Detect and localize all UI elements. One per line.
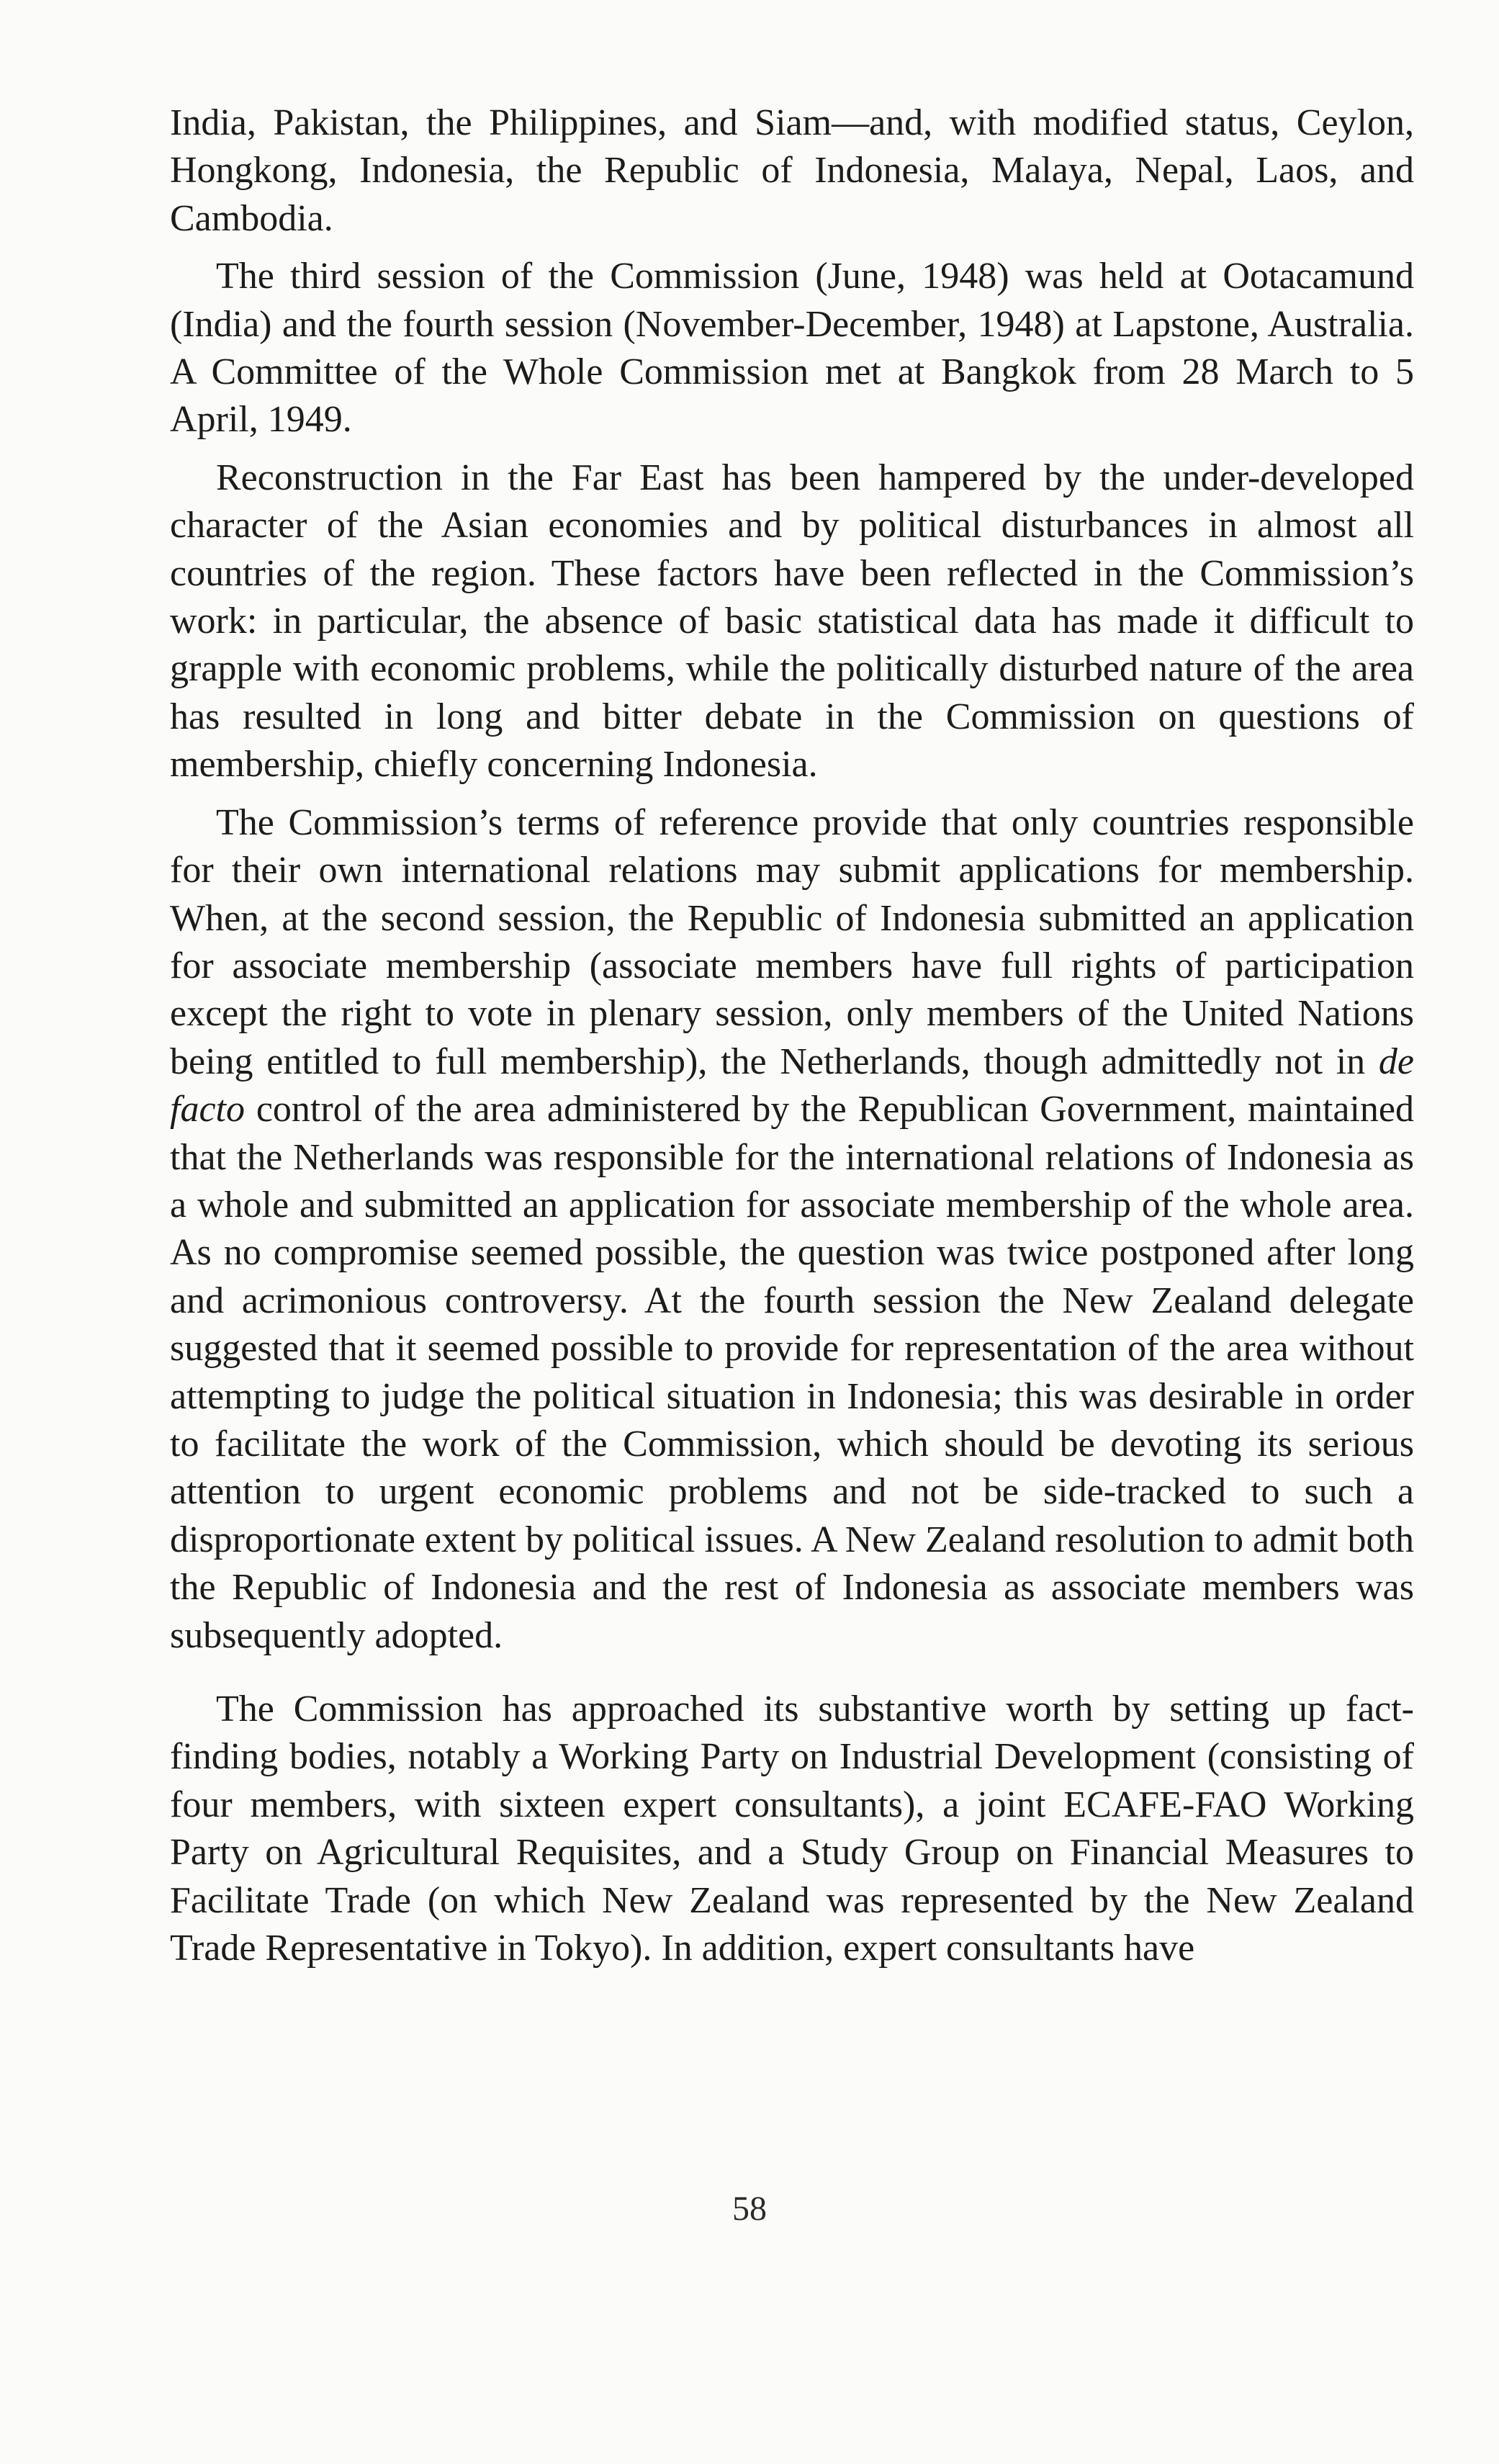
paragraph-4-text-after: control of the area administered by the Republican Government, maintained that the Netherlands was responsible for the international relations of Indonesia as a whole and submitted an application for associate membership of the whole area. As no compromise seemed possible, the question was twice postponed after long and acrimonious controversy. At the fourth session the New Zealand delegate suggested that it seemed possible to provide for representation of the area without attempting to judge the political situation in Indonesia; this was desirable in order to facilitate the work of the Commission, which should be devoting its serious attention to urgent economic problems and not be side-tracked to such a disproportionate extent by political issues. A New Zealand resolution to admit both the Republic of Indonesia and the rest of Indonesia as associate members was subsequently adopted.: [170, 1089, 1414, 1656]
paragraph-5: [170, 1686, 1414, 1972]
paragraph-1-text: India, Pakistan, the Philippines, and Siam—and, with modified status, Ceylon, Hongkong, Indonesia, the Republic of Indonesia, Malaya, Nepal, Laos, and Cambodia.: [170, 102, 1414, 239]
paragraph-4-italic-term: de facto: [170, 1040, 1414, 1130]
page-number: 58: [732, 2190, 767, 2228]
paragraph-3: [170, 454, 1414, 789]
paragraph-5-text: The Commission has approached its substantive worth by setting up fact-finding bodies, notably a Working Party on Industrial Development (consisting of four members, with sixteen expert consultants), a joint ECAFE-FAO Working Party on Agricultural Requisites, and a Study Group on Financial Measures to Facilitate Trade (on which New Zealand was represented by the New Zealand Trade Representative in Tokyo). In addition, expert consultants have: [170, 1689, 1414, 1969]
paragraph-1: [170, 99, 1414, 243]
paragraph-4: [170, 799, 1414, 1660]
body-text: [170, 99, 1414, 1972]
paragraph-4-text-before: The Commission’s terms of reference provide that only countries responsible for their own international relations may submit applications for membership. When, at the second session, the Republic of Indonesia submitted an application for associate membership (associate members have full rights of participation except the right to vote in plenary session, only members of the United Nations being entitled to full membership), the Netherlands, though admittedly not in: [170, 801, 1414, 1082]
paragraph-2-text: The third session of the Commission (June, 1948) was held at Ootacamund (India) and the fourth session (November-December, 1948) at Lapstone, Australia. A Committee of the Whole Commission met at Bangkok from 28 March to 5 April, 1949.: [170, 256, 1414, 441]
paragraph-2: [170, 253, 1414, 444]
paragraph-3-text: Reconstruction in the Far East has been hampered by the under-developed character of the Asian economies and by political disturbances in almost all countries of the region. These factors have been reflected in the Commission’s work: in particular, the absence of basic statistical data has made it difficult to grapple with economic problems, while the politically disturbed nature of the area has resulted in long and bitter debate in the Commission on questions of membership, chiefly concerning Indonesia.: [170, 457, 1414, 786]
